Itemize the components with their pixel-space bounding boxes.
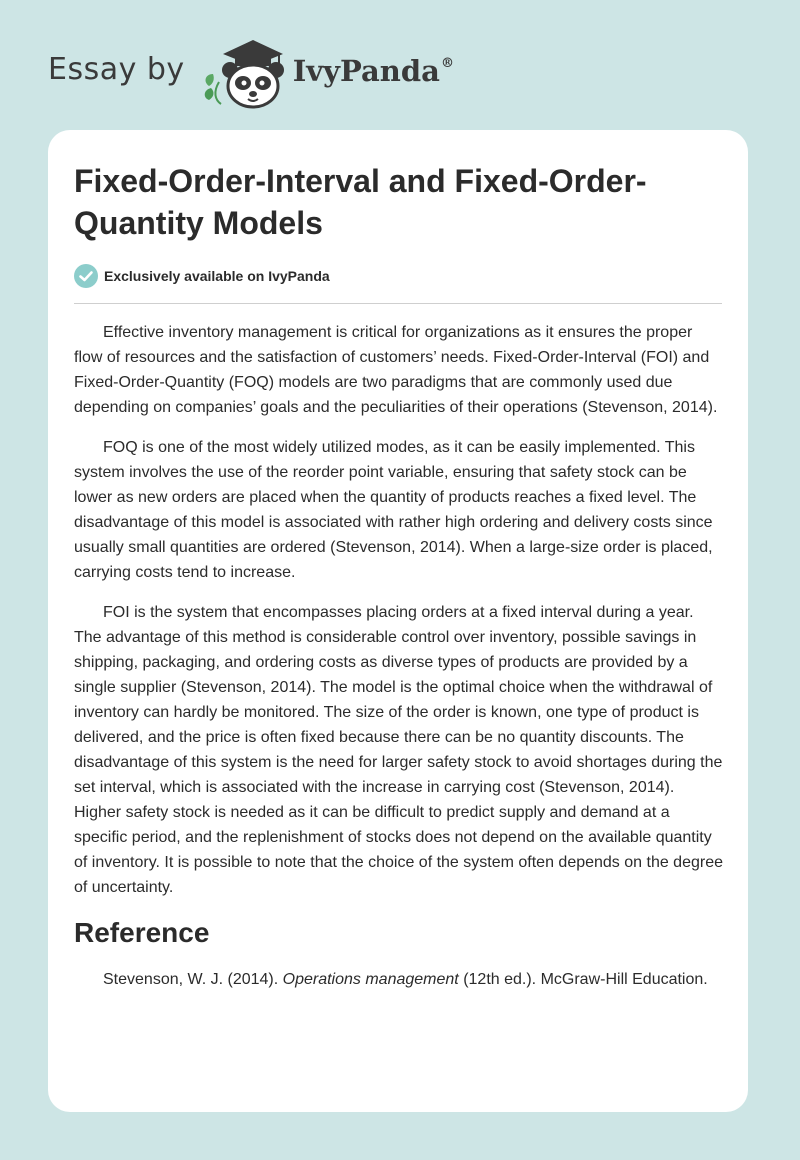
body-paragraph: FOI is the system that encompasses placing orders at a fixed interval during a year. The advantage of this method is considerable control over inventory, possible savings in shipping, packaging, and ordering costs as diverse types of products are provided by a single supplier (Stevenson, 2014). The model is the optimal choice when the withdrawal of inventory can hardly be monitored. The size of the order is known, one type of product is delivered, and the price is often fixed because there can be no quantity discounts. The disadvantage of this system is the need for larger safety stock to avoid shortages during the set interval, which is associated with the increase in carrying cost (Stevenson, 2014). Higher safety stock is needed as it can be difficult to predict supply and demand at a specific period, and the replenishment of stocks does not depend on the available quantity of inventory. It is possible to note that the choice of the system often depends on the degree of uncertainty. — [74, 604, 723, 896]
body-paragraph: FOQ is one of the most widely utilized modes, as it can be easily implemented. This system involves the use of the reorder point variable, ensuring that safety stock can be lower as new orders are placed when the quantity of products reaches a fixed level. The disadvantage of this model is associated with rather high ordering and delivery costs since usually small quantities are ordered (Stevenson, 2014). When a large-size order is placed, carrying costs tend to increase. — [74, 439, 713, 581]
title-divider — [74, 303, 722, 304]
reference-book-title: Operations management — [282, 971, 459, 988]
reference-heading: Reference — [74, 917, 210, 948]
essay-body — [74, 320, 724, 1007]
exclusive-badge — [74, 264, 330, 288]
reference-entry — [74, 967, 724, 992]
body-paragraph: Effective inventory management is critical for organizations as it ensures the proper flow of resources and the satisfaction of customers’ needs. Fixed-Order-Interval (FOI) and Fixed-Order-Quantity (FOQ) models are two paradigms that are commonly used due depending on companies’ goals and the peculiarities of their operations (Stevenson, 2014). — [74, 324, 718, 416]
panda-logo-icon[interactable] — [199, 34, 291, 110]
essay-title: Fixed-Order-Interval and Fixed-Order-Quantity Models — [74, 163, 647, 241]
registered-mark: ® — [440, 56, 454, 71]
check-circle-icon — [74, 264, 98, 288]
essay-by-label: Essay by — [48, 51, 185, 87]
brand-name[interactable] — [293, 54, 454, 88]
exclusive-label: Exclusively available on IvyPanda — [104, 268, 330, 284]
reference-authors: Stevenson, W. J. (2014). — [103, 971, 283, 988]
essay-card — [48, 130, 748, 1112]
reference-details: (12th ed.). McGraw-Hill Education. — [458, 971, 708, 988]
site-header — [48, 34, 454, 110]
brand-name-text: IvyPanda — [292, 54, 440, 88]
